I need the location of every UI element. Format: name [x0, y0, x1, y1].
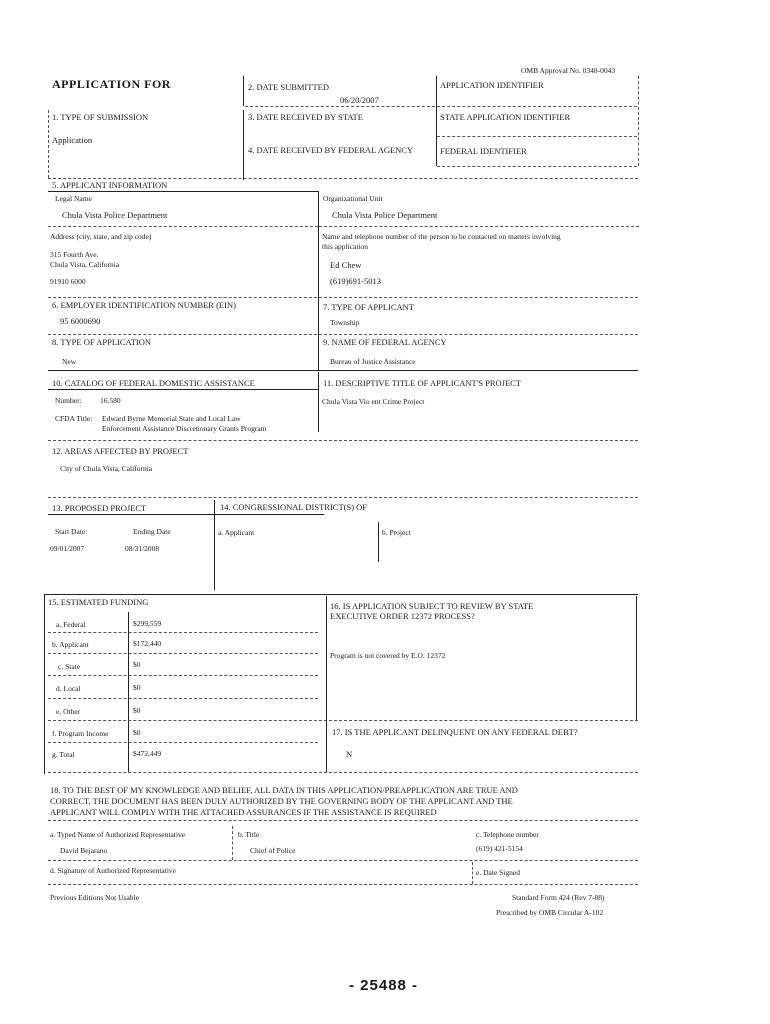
page-number: - 25488 - [349, 977, 419, 994]
typed-name-value: David Bejarano [60, 846, 108, 855]
box1-label: 1. TYPE OF SUBMISSION [52, 112, 149, 122]
form-title: APPLICATION FOR [52, 77, 171, 91]
box14-divider [378, 522, 379, 562]
box18-top-line [48, 820, 638, 821]
funding-applicant-label: b. Applicant [52, 640, 89, 649]
signature-divider [472, 862, 473, 884]
omb-approval-number: OMB Approval No. 0348-0043 [521, 66, 616, 75]
box15-top-line [44, 594, 638, 595]
box10-top-line [48, 370, 638, 371]
box15-bottom-line [48, 772, 638, 773]
application-identifier-label: APPLICATION IDENTIFIER [440, 80, 544, 90]
box13-header-line [48, 514, 214, 515]
box15-left-edge [44, 594, 45, 774]
funding-program-income-value: $0 [133, 728, 141, 737]
date-submitted-value: 06/20/2007 [340, 95, 379, 105]
funding-row-line-a [48, 632, 318, 633]
legal-name-value: Chula Vista Police Department [62, 210, 168, 220]
address-line1: 315 Fourth Ave. [50, 250, 99, 259]
contact-label-2: this application [322, 242, 369, 251]
state-identifier-bottom-line [437, 136, 637, 137]
address-zip: 91910 6000 [50, 277, 86, 286]
funding-program-income-label: f. Program Income [52, 729, 109, 738]
identifier-column-divider [436, 76, 437, 166]
title-label: b. Title [238, 830, 260, 839]
box2-divider [243, 76, 244, 106]
contact-name-value: Ed Chew [330, 260, 362, 270]
org-unit-bottom-line [319, 226, 639, 227]
box1-left-edge [48, 110, 49, 178]
federal-agency-value: Bureau of Justice Assistance [330, 357, 416, 366]
date-signed-label: e. Date Signed [476, 868, 520, 877]
box13-label: 13. PROPOSED PROJECT [52, 503, 147, 513]
box14-header-line [214, 514, 324, 515]
box18-bottom-line [48, 884, 638, 885]
typed-name-divider [232, 826, 233, 860]
federal-identifier-label: FEDERAL IDENTIFIER [440, 146, 527, 156]
box6-label: 6. EMPLOYER IDENTIFICATION NUMBER (EIN) [52, 300, 236, 310]
prescribed-by-note: Prescribed by OMB Circular A-102 [496, 908, 604, 917]
address-line2: Chula Vista, California [50, 260, 120, 269]
funding-federal-value: $299,559 [133, 619, 162, 628]
certification-line1: 18. TO THE BEST OF MY KNOWLEDGE AND BELIEF, ALL DATA IN THIS APPLICATION/PREAPPLICATION ARE TRUE AND [50, 785, 518, 795]
box11-label: 11. DESCRIPTIVE TITLE OF APPLICANT'S PROJECT [323, 378, 521, 388]
box16-label-2: EXECUTIVE ORDER 12372 PROCESS? [330, 611, 475, 621]
box5-center-divider [318, 191, 319, 339]
areas-affected-value: City of Chula Vista, California [60, 464, 153, 473]
box3-divider [243, 110, 244, 180]
box3-label: 3. DATE RECEIVED BY STATE [248, 112, 363, 122]
box12-top-line [48, 440, 638, 441]
legal-name-label: Legal Name [55, 194, 92, 203]
funding-row-line-f [48, 742, 318, 743]
cfda-title-line2: Enforcement Assistance Discretionary Grants Program [102, 424, 267, 433]
funding-state-label: c. State [58, 662, 81, 671]
contact-phone-value: (619)691-5013 [330, 276, 381, 286]
ein-value: 95 6000690 [60, 316, 101, 326]
start-date-value: 09/01/2007 [50, 544, 85, 553]
funding-row-line-c [48, 675, 318, 676]
box15-label: 15. ESTIMATED FUNDING [48, 597, 149, 607]
box2-bottom-line [245, 106, 435, 107]
funding-row-line-e [48, 720, 638, 721]
funding-federal-label: a. Federal [56, 620, 86, 629]
end-date-label: Ending Date [133, 527, 171, 536]
legal-name-bottom-line [48, 226, 318, 227]
box7-label: 7. TYPE OF APPLICANT [323, 302, 414, 312]
congressional-applicant-label: a. Applicant [218, 528, 255, 537]
box13-top-line [48, 497, 638, 498]
box16-label-1: 16. IS APPLICATION SUBJECT TO REVIEW BY STATE [330, 601, 534, 611]
telephone-value: (619) 421-5154 [476, 844, 523, 853]
typed-name-label: a. Typed Name of Authorized Representative [50, 830, 186, 839]
congressional-project-label: b. Project [382, 528, 411, 537]
funding-total-label: g. Total [52, 750, 75, 759]
certification-line3: APPLICANT WILL COMPLY WITH THE ATTACHED ASSURANCES IF THE ASSISTANCE IS REQUIRED [50, 807, 437, 817]
delinquent-debt-value: N [346, 749, 353, 759]
contact-label-1: Name and telephone number of the person to be contacted on matters involving [322, 232, 561, 241]
telephone-label: c. Telephone number [476, 830, 539, 839]
identifier-right-edge [638, 76, 639, 166]
box10-label: 10. CATALOG OF FEDERAL DOMESTIC ASSISTANCE [52, 378, 255, 388]
box17-label: 17. IS THE APPLICANT DELINQUENT ON ANY FEDERAL DEBT? [332, 727, 578, 737]
standard-form-number: Standard Form 424 (Rev 7-88) [512, 893, 605, 902]
funding-other-value: $0 [133, 706, 141, 715]
box8-label: 8. TYPE OF APPLICATION [52, 337, 152, 347]
funding-total-value: $472,449 [133, 749, 162, 758]
funding-local-value: $0 [133, 683, 141, 692]
end-date-value: 08/31/2008 [125, 544, 160, 553]
review-status-value: Program is not covered by E.O. 12372 [330, 651, 446, 660]
funding-other-label: e. Other [56, 707, 81, 716]
box4-label: 4. DATE RECEIVED BY FEDERAL AGENCY [248, 145, 414, 155]
box5-label: 5. APPLICANT INFORMATION [52, 180, 168, 190]
box18-middle-line [48, 860, 638, 861]
project-title-value: Chula Vista Vio ent Crime Project [322, 397, 425, 406]
box5-header-line [48, 191, 318, 192]
funding-row-line-d [48, 698, 318, 699]
box15-value-divider [128, 612, 129, 772]
start-date-label: Start Date: [55, 527, 88, 536]
box6-top-line [48, 297, 638, 298]
box8-top-line [48, 334, 638, 335]
certification-line2: CORRECT, THE DOCUMENT HAS BEEN DULY AUTHORIZED BY THE GOVERNING BODY OF THE APPLICANT AND THE [50, 796, 513, 806]
box8-divider [318, 336, 319, 370]
box12-label: 12. AREAS AFFECTED BY PROJECT [52, 446, 189, 456]
address-label: Address (city, state, and zip code) [50, 232, 152, 241]
cfda-title-label: CFDA Title: [55, 414, 93, 423]
previous-editions-note: Previous Editions Not Usable [50, 893, 139, 902]
box9-label: 9. NAME OF FEDERAL AGENCY [323, 337, 447, 347]
cfda-number-label: Number: [55, 396, 82, 405]
funding-local-label: d. Local [56, 684, 81, 693]
box10-header-line [48, 389, 318, 390]
type-of-applicant-value: Township [330, 318, 360, 327]
state-identifier-label: STATE APPLICATION IDENTIFIER [440, 112, 571, 122]
type-of-submission-value: Application [52, 135, 93, 145]
funding-applicant-value: $172,440 [133, 639, 162, 648]
box2-label: 2. DATE SUBMITTED [248, 82, 329, 92]
funding-state-value: $0 [133, 660, 141, 669]
funding-row-line-b [48, 653, 318, 654]
box14-label: 14. CONGRESSIONAL DISTRICT(S) OF [220, 502, 368, 512]
cfda-number-value: 16.580 [100, 396, 121, 405]
federal-identifier-bottom-line [437, 166, 637, 167]
box16-right-edge [636, 596, 637, 720]
cfda-title-line1: Edward Byrne Memorial State and Local Law [102, 414, 241, 423]
type-of-application-value: New [62, 357, 77, 366]
box5-top-line [48, 178, 638, 179]
title-value: Chief of Police [250, 846, 296, 855]
app-identifier-bottom-line [437, 106, 637, 107]
signature-label: d. Signature of Authorized Representative [50, 866, 177, 875]
box16-left-edge [326, 596, 327, 772]
org-unit-value: Chula Vista Police Department [332, 210, 438, 220]
box10-divider [318, 372, 319, 432]
org-unit-label: Organizational Unit [323, 194, 383, 203]
